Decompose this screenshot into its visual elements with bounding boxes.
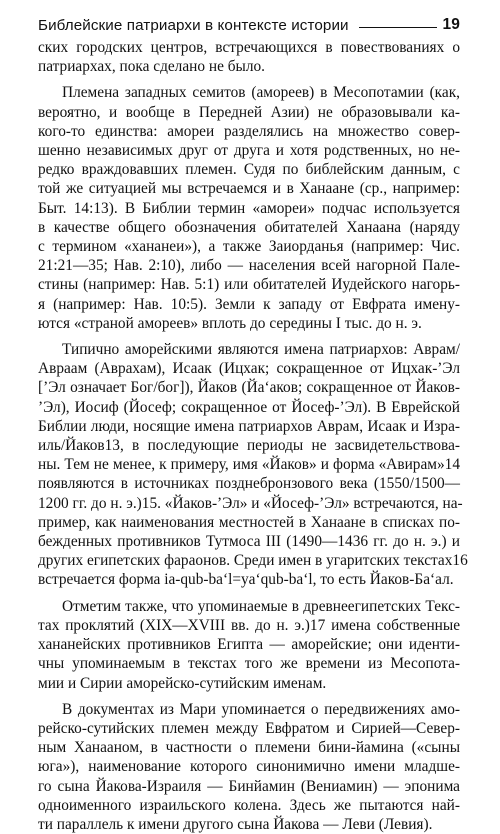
text-line: я (например: Нав. 10:5). Земли к западу от Евфрата имену- xyxy=(38,295,460,313)
text-line: 21:21—35; Нав. 2:10), либо — населения всей нагорной Пале- xyxy=(38,257,460,275)
text-line: ны. Тем не менее, к примеру, имя «Йаков» и форма «Авирам»14 xyxy=(38,456,460,474)
body-text xyxy=(38,38,468,834)
text-line: той же ситуацией мы встречаемся и в Ханаане (ср., например: xyxy=(38,180,460,198)
text-line: пример, как наименования местностей в Ханаане в списках по- xyxy=(38,513,460,531)
text-line: появляются в источниках позднебронзового века (1550/1500— xyxy=(38,475,460,493)
paragraph-continuation xyxy=(38,38,460,76)
text-line: ются «страной амореев» вплоть до середины I тыс. до н. э. xyxy=(38,314,422,332)
text-line: бежденных противников Тутмоса III (1490—1436 гг. до н. э.) и xyxy=(38,533,460,551)
text-line: редко враждовавших племен. Судя по библейским данным, с xyxy=(38,161,460,179)
text-line: Быт. 14:13). В Библии термин «амореи» подчас используется xyxy=(38,199,460,217)
text-line: встречается форма ia-qub-ba‘l=ya‘qub-ba‘l, то есть Йаков-Ба‘ал. xyxy=(38,571,454,589)
text-line: вероятно, и вообще в Передней Азии) не образовывали ка- xyxy=(38,103,460,121)
text-line: ских городских центров, встречающихся в повествованиях о xyxy=(38,39,460,56)
text-line: ти параллель к имени другого сына Йакова — Леви (Левия). xyxy=(38,815,433,833)
text-line: го сына Йакова-Израиля — Бинйамин (Вениамин) — эпонима xyxy=(38,777,460,795)
text-line: 1200 гг. до н. э.)15. «Йаков-’Эл» и «Йосеф-’Эл» встречаются, на- xyxy=(38,494,463,512)
text-line: Отметим также, что упоминаемые в древнеегипетских Текс- xyxy=(62,597,460,615)
text-line: [’Эл означает Бог/бог]), Йаков (Йа‘аков; сокращенное от Йаков- xyxy=(38,379,460,397)
text-line: ’Эл), Иосиф (Йосеф; сокращенное от Йосеф-’Эл). В Еврейской xyxy=(38,398,460,416)
text-line: Библии люди, носящие имена патриархов Аврам, Исаак и Изра- xyxy=(38,417,460,435)
text-line: Авраам (Аврахам), Исаак (Ицхак; сокращенное от Ицхак-’Эл xyxy=(38,360,460,378)
paragraph-execration-texts xyxy=(38,597,460,693)
text-line: юга»), наименование которого синонимично имени младше- xyxy=(38,758,460,776)
text-line: патриархах, пока сделано не было. xyxy=(38,58,266,76)
paragraph-patriarch-names xyxy=(38,340,468,590)
text-line: мии и Сирии аморейско-сутийским именам. xyxy=(38,674,327,692)
text-line: с термином «хананеи»), а также Заиорданья (например: Чис. xyxy=(38,238,460,256)
text-line: кого-то единства: амореи разделялись на множество совер- xyxy=(38,122,460,140)
text-line: одноименного израильского колена. Здесь же пытаются най- xyxy=(38,796,460,814)
text-line: стины (например: Нав. 5:1) или обитателей Иудейского нагорь- xyxy=(38,276,460,294)
paragraph-amorites xyxy=(38,83,460,333)
text-line: шенно независимых друг от друга и хотя родственных, но не- xyxy=(38,142,460,160)
running-header-title: Библейские патриархи в контексте истории xyxy=(38,16,349,34)
text-line: в качестве общего обозначения обитателей Ханаана (наряду xyxy=(38,218,460,236)
text-line: других египетских фараонов. Среди имен в угаритских текстах16 xyxy=(38,552,468,570)
text-line: Типично аморейскими являются имена патриархов: Аврам/ xyxy=(62,341,460,359)
text-line: тах проклятий (XIX—XVIII вв. до н. э.)17 имена собственные xyxy=(38,616,460,634)
text-line: чны упоминаемым в текстах того же времени из Месопота- xyxy=(38,655,460,673)
running-header xyxy=(38,14,460,36)
paragraph-mari-documents xyxy=(38,700,460,834)
text-line: иль/Йаков13, в последующие периоды не засвидетельствова- xyxy=(38,437,460,455)
header-rule xyxy=(359,27,437,28)
text-line: В документах из Мари упоминается о передвижениях амо- xyxy=(62,700,460,718)
page-number: 19 xyxy=(442,16,460,33)
text-line: ным Ханааном, в частности о племени бини-йамина («сыны xyxy=(38,739,460,757)
text-line: Племена западных семитов (амореев) в Месопотамии (как, xyxy=(62,84,460,102)
text-line: хананейских противников Египта — аморейские; они иденти- xyxy=(38,636,460,654)
text-line: рейско-сутийских племен между Евфратом и Сирией—Север- xyxy=(38,719,460,737)
